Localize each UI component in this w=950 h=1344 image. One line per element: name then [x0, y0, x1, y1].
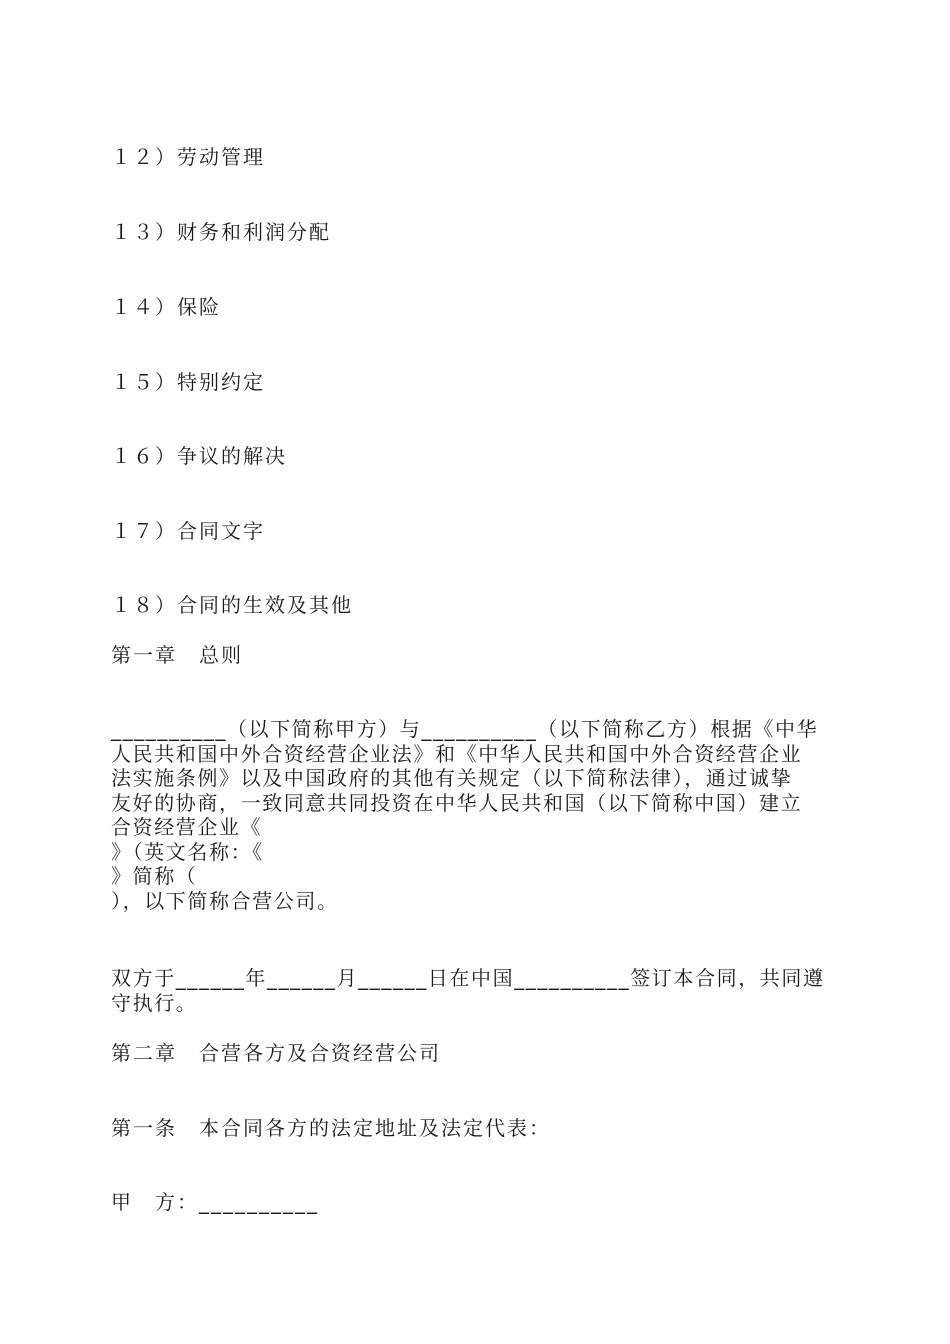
article-1: 第一条 本合同各方的法定地址及法定代表： [111, 1116, 551, 1140]
paragraph-line: 人民共和国中外合资经营企业法》和《中华人民共和国中外合资经营企业 [111, 741, 803, 766]
paragraph-line: 》简称（ [111, 864, 198, 888]
chapter-1-paragraph-2 [111, 966, 841, 1015]
paragraph-line: 守执行。 [111, 990, 198, 1015]
party-a-line: 甲 方：__________ [111, 1190, 319, 1214]
paragraph-line: 法实施条例》以及中国政府的其他有关规定（以下简称法律），通过诚挚 [111, 766, 793, 790]
paragraph-line: 双方于______年______月______日在中国__________签订本合同，共同遵 [111, 966, 825, 990]
toc-item-17: １７）合同文字 [111, 519, 265, 543]
toc-item-16: １６）争议的解决 [111, 444, 287, 468]
chapter-1-paragraph-1 [111, 717, 841, 913]
paragraph-line: 合资经营企业《 [111, 815, 263, 839]
toc-item-13: １３）财务和利润分配 [111, 220, 331, 244]
toc-item-12: １２）劳动管理 [111, 145, 265, 169]
toc-item-14: １４）保险 [111, 295, 221, 319]
toc-item-15: １５）特别约定 [111, 370, 265, 394]
chapter-2-heading: 第二章 合营各方及合资经营公司 [111, 1041, 441, 1065]
paragraph-line: 》（英文名称：《 [111, 839, 264, 864]
chapter-1-heading: 第一章 总则 [111, 643, 243, 667]
toc-item-18: １８）合同的生效及其他 [111, 593, 353, 617]
paragraph-line: 友好的协商，一致同意共同投资在中华人民共和国（以下简称中国）建立 [111, 790, 803, 815]
paragraph-line: ），以下简称合营公司。 [111, 888, 339, 913]
paragraph-line: __________（以下简称甲方）与__________（以下简称乙方）根据《中华 [111, 717, 819, 741]
